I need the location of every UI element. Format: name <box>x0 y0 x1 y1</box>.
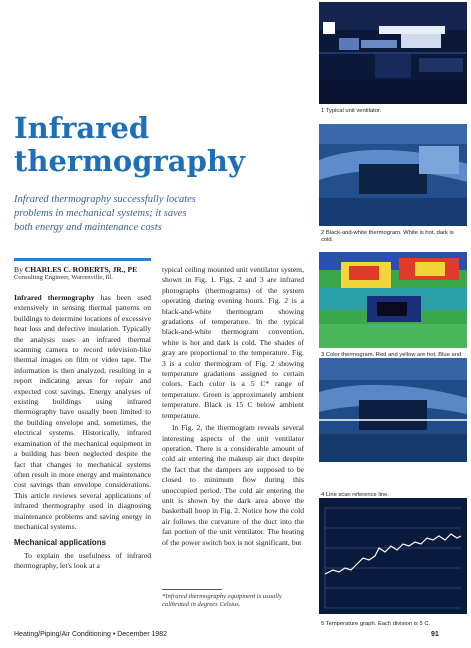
figure-4-line-scan <box>319 358 467 462</box>
footnote: *Infrared thermography equipment is usually calibrated in degrees Celsius. <box>162 593 282 609</box>
paragraph-intro <box>14 293 151 532</box>
body-column-2 <box>162 265 304 548</box>
color-thermogram-image <box>319 252 467 348</box>
temperature-graph-image <box>319 498 467 614</box>
bw-thermogram-image <box>319 124 467 226</box>
figure-1-caption: 1 Typical unit ventilator. <box>321 108 382 114</box>
page-number: 91 <box>431 631 439 638</box>
figure-2-thermogram <box>319 124 467 226</box>
figure-1-photo <box>319 2 467 104</box>
figure-5-caption: 5 Temperature graph. Each division is 5 C. <box>321 621 431 627</box>
intro-text: has been used extensively in sensing thermal patterns on buildings to determine locations of excessive heat loss and defective insulation. Typically the analysis uses an infrared thermal scanning camera to record television-like thermal images on film or video tape. The information is then analyzed, resulting in a report indicating areas for repair and expected cost savings. Energy analyses of existing buildings using infrared thermography have usually been limited to the building envelope and, sometimes, the electrical systems. Historically, infrared examination of the mechanical equipment in a building has been neglected despite the fact that changes to mechanical systems often result in more energy and maintenance cost savings than envelope considerations. This article reviews several applications of infrared thermography used in diagnosing maintenance problems and saving energy in mechanical systems. <box>14 293 151 531</box>
footnote-rule <box>162 589 222 590</box>
figure-3-caption: 3 Color thermogram. Red and yellow are hot. Blue and <box>321 352 462 358</box>
deck-line-1: Infrared thermography successfully locates <box>14 194 196 205</box>
section-heading: Mechanical applications <box>14 538 107 548</box>
paragraph-fig2: In Fig. 2, the thermogram reveals several interesting aspects of the unit ventilator operation. There is a considerable amount of cold air entering the makeup air duct despite the fact that the dampers are supposed to be closed to minimum flow during this unoccupied period. The cold air entering the unit is shown by the dark area above the basketball hoop in Fig. 2. Notice how the cold air follows the curvature of the duct into the fan portion of the unit ventilator. The heating of the power switch box is not significant, but <box>162 423 304 547</box>
title-line-2: thermography <box>14 144 245 178</box>
author-name: CHARLES C. ROBERTS, JR., PE <box>24 265 138 274</box>
figure-4-caption: 4 Line scan reference line. <box>321 492 389 498</box>
top-whitespace <box>0 0 316 68</box>
article-deck <box>14 193 304 235</box>
byline-rule <box>14 258 151 261</box>
footer-publication: Heating/Piping/Air Conditioning • December 1982 <box>14 631 168 638</box>
paragraph-mechanical: To explain the usefulness of infrared thermography, let's look at a <box>14 550 151 571</box>
article-title <box>14 112 304 178</box>
figure-2-caption: 2 Black-and-white thermogram. White is hot, dark is cold. <box>321 230 454 244</box>
author-affiliation: Consulting Engineer, Warrenville, Ill. <box>14 274 114 281</box>
byline <box>14 265 154 274</box>
byline-prefix: By <box>14 265 25 274</box>
deck-line-2: problems in mechanical systems; it saves <box>14 208 187 219</box>
paragraph-ventilator: typical ceiling mounted unit ventilator system, shown in Fig. 1. Figs. 2 and 3 are infrared photographs (thermograms) of the system operating during evening hours. Fig. 2 is a black-and-white thermogram showing gradations of temperature. In the typical black-and-white thermogram convention, white is hot and dark is cold. The shades of gray are proportional to the temperature. Fig. 3 is a color thermogram of Fig. 2 showing temperature gradations assigned to certain colors. Each color is a 5 C* range of temperature. Green is approximately ambient temperature. Black is 15 C below ambient temperature. <box>162 265 304 420</box>
lead-in: Infrared thermography <box>14 293 95 302</box>
line-scan-image <box>319 358 467 462</box>
figure-5-temperature-graph <box>319 498 467 614</box>
deck-line-3: both energy and maintenance costs <box>14 222 162 233</box>
body-column-1 <box>14 293 151 572</box>
unit-ventilator-photo <box>319 2 467 104</box>
figure-3-thermogram <box>319 252 467 348</box>
title-line-1: Infrared <box>14 111 150 145</box>
